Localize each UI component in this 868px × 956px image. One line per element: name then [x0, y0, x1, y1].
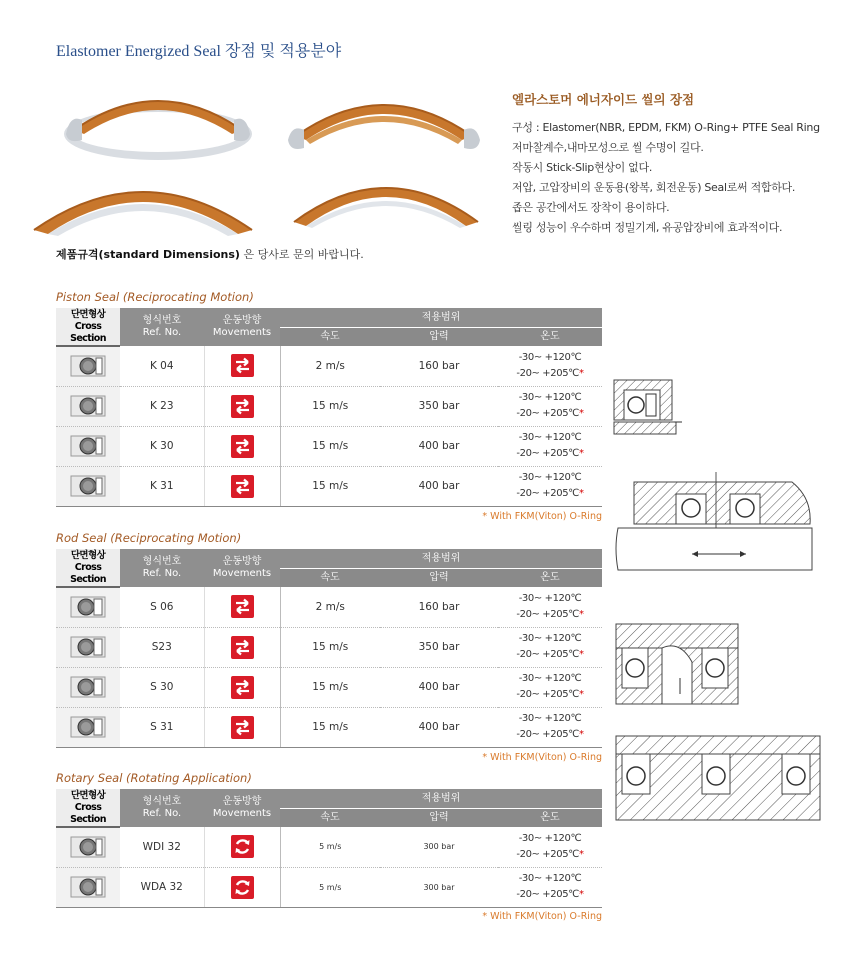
reciprocating-arrows-icon: [231, 475, 254, 498]
movement-cell: [204, 466, 280, 506]
pressure-cell: 350 bar: [380, 627, 498, 667]
standard-dimensions-text: 은 당사로 문의 바랍니다.: [243, 248, 364, 261]
ref-no-cell: K 04: [120, 346, 204, 386]
reciprocating-arrows-icon: [231, 435, 254, 458]
reciprocating-arrows-icon: [231, 395, 254, 418]
seal-photo-2: [286, 84, 482, 156]
page-title: Elastomer Energized Seal 장점 및 적용분야: [56, 43, 342, 60]
temperature-cell: [498, 707, 602, 747]
movement-cell: [204, 426, 280, 466]
fkm-note: * With FKM(Viton) O-Ring: [482, 752, 602, 763]
cross-section-image: [56, 426, 120, 466]
cross-section-image: [56, 386, 120, 426]
reciprocating-arrows-icon: [231, 636, 254, 659]
movement-cell: [204, 707, 280, 747]
seal-photo-4: [288, 156, 484, 236]
temp-line-2: -20~ +205℃*: [516, 649, 584, 660]
speed-cell: 15 m/s: [280, 667, 380, 707]
temperature-cell: [498, 667, 602, 707]
header-temperature: 온도: [498, 569, 602, 588]
header-movements: 운동방향 Movements: [204, 789, 280, 827]
temp-line-2: -20~ +205℃*: [516, 488, 584, 499]
advantages-block: [512, 90, 832, 238]
temperature-cell: [498, 426, 602, 466]
section-title-rod: Rod Seal (Reciprocating Motion): [56, 531, 242, 545]
reciprocating-arrows-icon: [231, 676, 254, 699]
movement-cell: [204, 627, 280, 667]
temp-line-1: -30~ +120℃: [518, 713, 582, 724]
header-ref-no: 형식번호 Ref. No.: [120, 549, 204, 587]
rotary-seal-table: [56, 789, 602, 908]
rod-seal-table: [56, 549, 602, 748]
table-row: [56, 667, 602, 707]
speed-cell: 5 m/s: [280, 867, 380, 907]
header-ref-no: 형식번호 Ref. No.: [120, 789, 204, 827]
temperature-cell: [498, 346, 602, 386]
cross-section-image: [56, 707, 120, 747]
temperature-cell: [498, 827, 602, 867]
advantage-line: 작동시 Stick-Slip현상이 없다.: [512, 161, 653, 174]
movement-cell: [204, 867, 280, 907]
table-row: [56, 627, 602, 667]
section-title-piston: Piston Seal (Reciprocating Motion): [56, 290, 254, 304]
temperature-cell: [498, 386, 602, 426]
table-row: [56, 346, 602, 386]
reciprocating-arrows-icon: [231, 716, 254, 739]
header-cross-section: 단면형상 Cross Section: [56, 308, 120, 346]
ref-no-cell: S 30: [120, 667, 204, 707]
movement-cell: [204, 667, 280, 707]
header-pressure: 압력: [380, 328, 498, 347]
pressure-cell: 300 bar: [380, 827, 498, 867]
cross-section-image: [56, 667, 120, 707]
rotary-seal-drawing: [614, 734, 822, 822]
header-application-range: 적용범위: [280, 549, 602, 569]
table-row: [56, 386, 602, 426]
table-row: [56, 466, 602, 506]
pressure-cell: 350 bar: [380, 386, 498, 426]
ref-no-cell: S 06: [120, 587, 204, 627]
temp-line-1: -30~ +120℃: [518, 633, 582, 644]
ref-no-cell: S23: [120, 627, 204, 667]
speed-cell: 15 m/s: [280, 426, 380, 466]
temp-line-1: -30~ +120℃: [518, 832, 582, 844]
piston-seal-drawing-small: [612, 378, 684, 438]
ref-no-cell: S 31: [120, 707, 204, 747]
speed-cell: 15 m/s: [280, 386, 380, 426]
temperature-cell: [498, 466, 602, 506]
temp-line-1: -30~ +120℃: [518, 472, 582, 483]
speed-cell: 15 m/s: [280, 466, 380, 506]
advantage-line: 구성 : Elastomer(NBR, EPDM, FKM) O-Ring+ PTFE Seal Ring: [512, 121, 820, 134]
speed-cell: 2 m/s: [280, 346, 380, 386]
temp-line-2: -20~ +205℃*: [516, 367, 584, 379]
header-cross-section: 단면형상 Cross Section: [56, 789, 120, 827]
advantages-heading: 엘라스토머 에너자이드 씰의 장점: [512, 92, 695, 107]
cross-section-image: [56, 587, 120, 627]
header-speed: 속도: [280, 569, 380, 588]
advantage-line: 좁은 공간에서도 장착이 용이하다.: [512, 201, 670, 214]
header-pressure: 압력: [380, 569, 498, 588]
table-row: [56, 867, 602, 907]
section-title-rotary: Rotary Seal (Rotating Application): [56, 771, 252, 785]
cross-section-image: [56, 867, 120, 907]
temp-line-2: -20~ +205℃*: [516, 889, 584, 900]
advantage-line: 씰링 성능이 우수하며 정밀기계, 유공압장비에 효과적이다.: [512, 221, 783, 234]
temperature-cell: [498, 867, 602, 907]
table-row: [56, 827, 602, 867]
temp-line-1: -30~ +120℃: [518, 592, 582, 604]
fkm-note: * With FKM(Viton) O-Ring: [482, 911, 602, 922]
header-movements: 운동방향 Movements: [204, 549, 280, 587]
temp-line-1: -30~ +120℃: [518, 392, 582, 403]
header-ref-no: 형식번호 Ref. No.: [120, 308, 204, 346]
header-application-range: 적용범위: [280, 789, 602, 809]
fkm-note: * With FKM(Viton) O-Ring: [482, 511, 602, 522]
temp-line-2: -20~ +205℃*: [516, 729, 584, 740]
rotation-arrows-icon: [231, 835, 254, 858]
header-temperature: 온도: [498, 809, 602, 828]
temp-line-1: -30~ +120℃: [518, 432, 582, 443]
temp-line-2: -20~ +205℃*: [516, 408, 584, 419]
reciprocating-arrows-icon: [231, 595, 254, 618]
temp-line-1: -30~ +120℃: [518, 351, 582, 363]
ref-no-cell: K 31: [120, 466, 204, 506]
header-speed: 속도: [280, 809, 380, 828]
piston-seal-drawing-large: [612, 468, 820, 574]
standard-dimensions-note: [56, 246, 364, 262]
ref-no-cell: K 23: [120, 386, 204, 426]
piston-seal-table: [56, 308, 602, 507]
temperature-cell: [498, 627, 602, 667]
seal-photo-3: [30, 160, 256, 242]
temp-line-2: -20~ +205℃*: [516, 608, 584, 620]
temp-line-1: -30~ +120℃: [518, 673, 582, 684]
table-row: [56, 426, 602, 466]
cross-section-image: [56, 466, 120, 506]
ref-no-cell: WDA 32: [120, 867, 204, 907]
cross-section-image: [56, 627, 120, 667]
table-row: [56, 587, 602, 627]
table-row: [56, 707, 602, 747]
temp-line-2: -20~ +205℃*: [516, 689, 584, 700]
rod-seal-drawing: [614, 622, 740, 706]
ref-no-cell: K 30: [120, 426, 204, 466]
header-pressure: 압력: [380, 809, 498, 828]
pressure-cell: 400 bar: [380, 426, 498, 466]
advantage-line: 저마찰계수,내마모성으로 씰 수명이 길다.: [512, 141, 704, 154]
temp-line-2: -20~ +205℃*: [516, 848, 584, 860]
temp-line-1: -30~ +120℃: [518, 873, 582, 884]
header-movements: 운동방향 Movements: [204, 308, 280, 346]
header-speed: 속도: [280, 328, 380, 347]
movement-cell: [204, 346, 280, 386]
cross-section-image: [56, 346, 120, 386]
pressure-cell: 400 bar: [380, 466, 498, 506]
movement-cell: [204, 386, 280, 426]
standard-dimensions-label: 제품규격(standard Dimensions): [56, 248, 240, 261]
speed-cell: 2 m/s: [280, 587, 380, 627]
movement-cell: [204, 587, 280, 627]
cross-section-image: [56, 827, 120, 867]
pressure-cell: 400 bar: [380, 667, 498, 707]
movement-cell: [204, 827, 280, 867]
pressure-cell: 160 bar: [380, 346, 498, 386]
advantage-line: 저압, 고압장비의 운동용(왕복, 회전운동) Seal로써 적합하다.: [512, 181, 796, 194]
speed-cell: 5 m/s: [280, 827, 380, 867]
header-cross-section: 단면형상 Cross Section: [56, 549, 120, 587]
temperature-cell: [498, 587, 602, 627]
pressure-cell: 300 bar: [380, 867, 498, 907]
reciprocating-arrows-icon: [231, 354, 254, 377]
temp-line-2: -20~ +205℃*: [516, 448, 584, 459]
pressure-cell: 400 bar: [380, 707, 498, 747]
ref-no-cell: WDI 32: [120, 827, 204, 867]
pressure-cell: 160 bar: [380, 587, 498, 627]
speed-cell: 15 m/s: [280, 627, 380, 667]
header-temperature: 온도: [498, 328, 602, 347]
header-application-range: 적용범위: [280, 308, 602, 328]
rotation-arrows-icon: [231, 876, 254, 899]
seal-photo-1: [60, 80, 256, 160]
speed-cell: 15 m/s: [280, 707, 380, 747]
